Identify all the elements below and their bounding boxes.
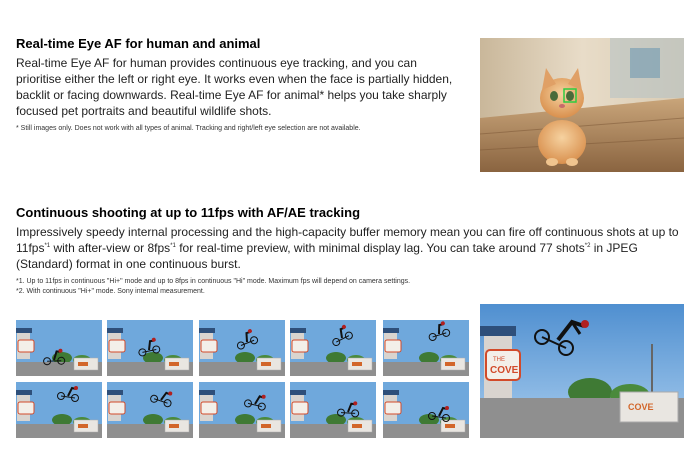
footnote-ref-1: *1 (44, 243, 51, 249)
continuous-footnote-2: *2. With continuous "Hi+" mode. Sony internal measurement. (16, 288, 205, 295)
eye-af-title: Real-time Eye AF for human and animal (16, 36, 261, 51)
continuous-title: Continuous shooting at up to 11fps with AF/AE tracking (16, 205, 361, 220)
burst-frame (199, 382, 285, 438)
footnote-ref-2: *2 (584, 243, 591, 249)
burst-frame (383, 320, 469, 376)
svg-text:COVE: COVE (490, 365, 519, 376)
eye-af-footnote: * Still images only. Does not work with all types of animal. Tracking and right/left eye selection are not available. (16, 125, 361, 132)
eye-af-section (16, 36, 456, 134)
burst-frame (290, 320, 376, 376)
continuous-section (16, 205, 682, 297)
continuous-body-part-3: for real-time preview, with minimal display lag. You can take around 77 shots (175, 241, 585, 255)
continuous-footnote-1: *1. Up to 11fps in continuous "Hi+" mode and up to 8fps in continuous "Hi" mode. Maximum fps will depend on camera settings. (16, 278, 411, 285)
bmx-rider-photo (480, 304, 684, 438)
continuous-body-part-2: with after-view or 8fps (50, 241, 171, 255)
eye-af-body: Real-time Eye AF for human provides continuous eye tracking, and you can prioritise either the left or right eye. It works even when the face is partially hidden, backlit or facing downwards. Real-time Eye AF for animal* helps you take sharply focused pet portraits and beautiful wildlife shots. (16, 56, 453, 118)
burst-frame (290, 382, 376, 438)
burst-frame (16, 320, 102, 376)
svg-text:THE: THE (493, 357, 505, 363)
burst-frame (16, 382, 102, 438)
burst-frame (199, 320, 285, 376)
svg-text:COVE: COVE (628, 402, 654, 412)
burst-frame (107, 382, 193, 438)
continuous-body-part-4: in JPEG (Standard) format in one continuous burst. (16, 241, 638, 271)
footnote-ref-1b: *1 (170, 243, 176, 249)
burst-frame (107, 320, 193, 376)
continuous-body-part-1: Impressively speedy internal processing and the high-capacity buffer memory mean you can fire off continuous shots at up to 11fps (16, 225, 679, 255)
kitten-photo (480, 38, 684, 172)
continuous-body (16, 224, 682, 272)
burst-frame (383, 382, 469, 438)
